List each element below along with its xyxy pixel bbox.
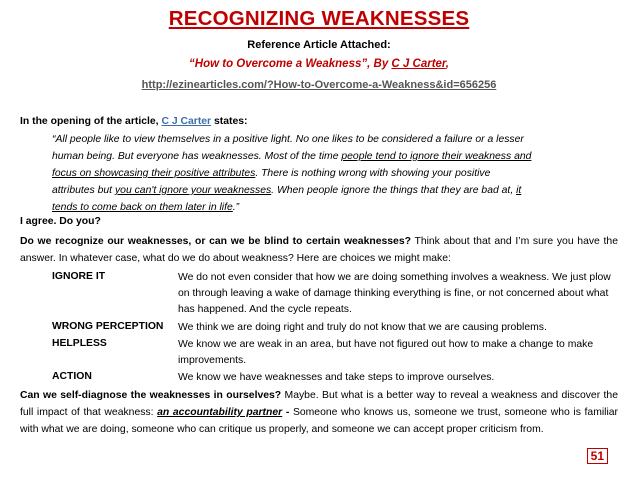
article-quote: [52, 131, 618, 216]
quote-text: . There is nothing wrong with showing your positive: [255, 168, 491, 179]
choice-desc-action: We know we have weaknesses and take steps to improve ourselves.: [178, 372, 495, 383]
choice-term-action: ACTION: [52, 371, 92, 382]
agree-line: I agree. Do you?: [20, 216, 101, 227]
quote-underlined: you can't ignore your weaknesses: [114, 185, 272, 196]
opening-pre: In the opening of the article,: [20, 116, 162, 127]
article-title: “How to Overcome a Weakness”: [189, 58, 368, 70]
quote-line: [52, 148, 618, 165]
article-citation: [0, 57, 638, 71]
accountability-text-2: Someone who knows us, someone we trust, someone who is familiar with what we are doing, someone who can critique us properly, and someone we can accept proper criticism from.: [20, 407, 619, 435]
quote-text: . When people ignore the things that they are bad at,: [271, 185, 517, 196]
quote-line: [52, 165, 618, 182]
reference-label: Reference Article Attached:: [247, 39, 391, 51]
quote-text: .”: [232, 202, 240, 213]
quote-line: [52, 199, 618, 216]
article-author[interactable]: C J Carter: [391, 58, 446, 70]
accountability-paragraph: [20, 387, 618, 438]
quote-underlined: tends to come back on them later in life: [52, 202, 233, 213]
question-paragraph: [20, 233, 618, 267]
question-bold: Do we recognize our weaknesses, or can we be blind to certain weaknesses?: [20, 236, 411, 247]
quote-underlined: people tend to ignore their weakness and: [341, 151, 532, 162]
article-url-link[interactable]: http://ezinearticles.com/?How-to-Overcome-a-Weakness&id=656256: [141, 79, 497, 91]
accountability-text: Maybe. But what is a better way to reveal a weakness and discover the full impact of that weakness:: [20, 390, 618, 418]
opening-sentence: [20, 115, 620, 129]
article-by: , By: [367, 58, 392, 70]
quote-underlined: it: [516, 185, 522, 196]
quote-line: [52, 131, 618, 148]
page-number: 51: [587, 448, 608, 464]
choice-desc-helpless: We know we are weak in an area, but have not figured out how to make a change to make improvements.: [178, 339, 594, 367]
choice-desc-ignore: We do not even consider that how we are doing something involves a weakness. We just plow on through leaving a wake of damage thinking everything is fine, or not concerned about what has happened. And the cycle repeats.: [178, 272, 611, 316]
choice-term-wrong-perception: WRONG PERCEPTION: [52, 321, 164, 332]
choice-desc-wrong-perception: We think we are doing right and truly do not know that we are causing problems.: [178, 322, 547, 333]
page-title: RECOGNIZING WEAKNESSES: [168, 7, 470, 30]
accountability-dash: -: [282, 407, 293, 418]
quote-text: attributes but: [52, 185, 115, 196]
article-trail: ,: [445, 58, 449, 70]
quote-text: human being. But everyone has weaknesses. Most of the time: [52, 151, 342, 162]
choice-term-helpless: HELPLESS: [52, 338, 107, 349]
accountability-question: Can we self-diagnose the weaknesses in ourselves?: [20, 390, 282, 401]
quote-line: [52, 182, 618, 199]
choice-term-ignore: IGNORE IT: [52, 271, 106, 282]
opening-author-link[interactable]: C J Carter: [161, 116, 212, 127]
accountability-partner-emphasis: an accountability partner: [157, 407, 283, 418]
quote-underlined: focus on showcasing their positive attributes: [52, 168, 256, 179]
question-text: Think about that and I’m sure you have the answer. In whatever case, what do we do about weakness? Here are choices we might make:: [20, 236, 618, 264]
quote-text: “All people like to view themselves in a positive light. No one likes to be considered a failure or a lesser: [52, 134, 524, 145]
opening-post: states:: [211, 116, 248, 127]
